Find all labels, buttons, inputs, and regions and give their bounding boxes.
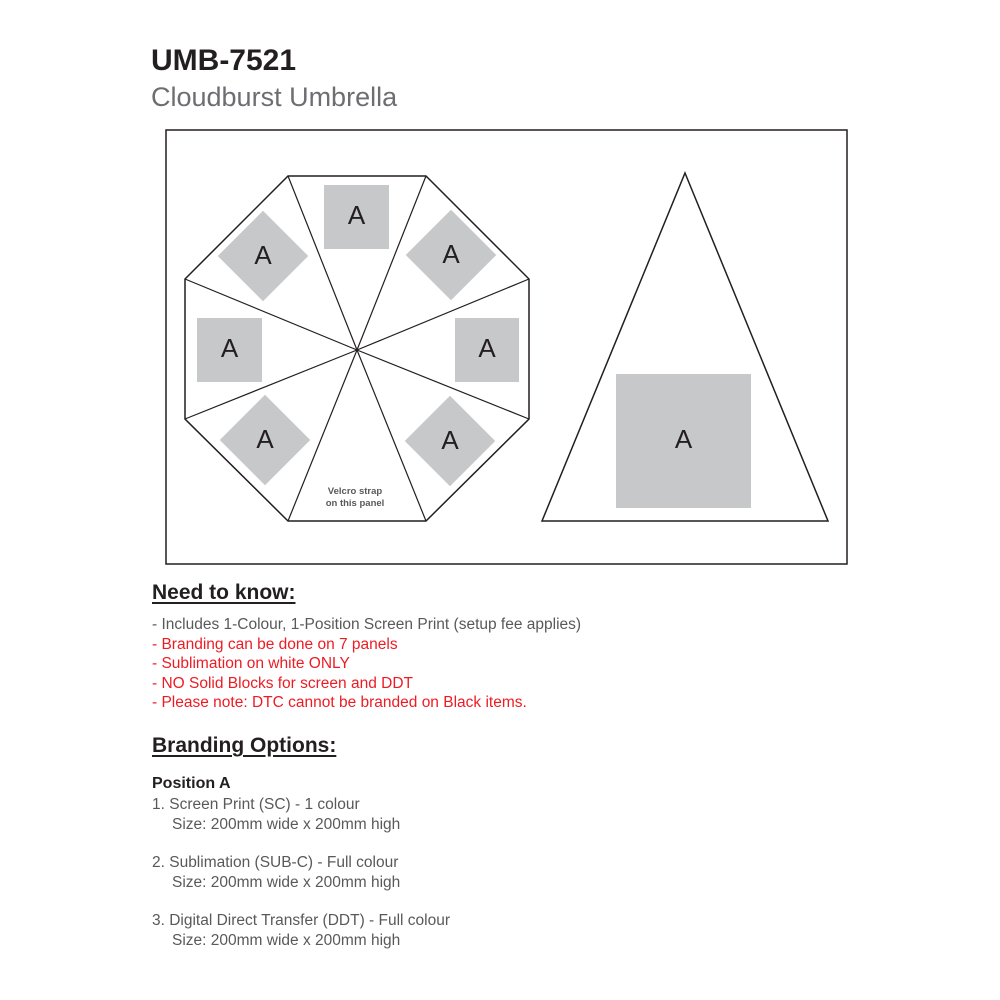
branding-options-title: Branding Options: <box>152 734 337 757</box>
option-method: 1. Screen Print (SC) - 1 colour <box>152 796 360 813</box>
print-area-right <box>455 318 519 382</box>
print-area-panel <box>616 374 751 508</box>
option-method: 3. Digital Direct Transfer (DDT) - Full colour <box>152 912 451 929</box>
branding-option <box>152 911 450 950</box>
position-label: Position A <box>152 775 231 792</box>
svg-text:A: A <box>347 199 366 230</box>
note-item: - Branding can be done on 7 panels <box>152 635 398 653</box>
option-size: Size: 200mm wide x 200mm high <box>172 873 401 891</box>
umbrella-top-view <box>185 176 529 521</box>
branding-option <box>152 795 400 834</box>
need-to-know-title: Need to know: <box>152 581 296 604</box>
note-item: - Please note: DTC cannot be branded on Black items. <box>152 694 527 711</box>
svg-text:A: A <box>256 423 274 454</box>
branding-diagram <box>165 129 848 565</box>
note-item: - Includes 1-Colour, 1-Position Screen Print (setup fee applies) <box>152 616 582 633</box>
svg-text:A: A <box>478 332 496 363</box>
print-area-left <box>197 318 262 382</box>
print-area-top <box>324 185 389 249</box>
option-size: Size: 200mm wide x 200mm high <box>172 815 401 833</box>
need-to-know-list <box>152 615 581 713</box>
note-item: - NO Solid Blocks for screen and DDT <box>152 674 414 692</box>
velcro-note-line2: on this panel <box>325 498 385 509</box>
velcro-note-line1: Velcro strap <box>327 486 383 497</box>
svg-text:A: A <box>674 423 693 454</box>
svg-text:A: A <box>220 332 239 363</box>
svg-text:A: A <box>442 238 460 269</box>
branding-option <box>152 853 400 892</box>
product-code: UMB-7521 <box>151 44 297 77</box>
product-name: Cloudburst Umbrella <box>151 82 398 112</box>
svg-text:A: A <box>441 424 459 455</box>
option-method: 2. Sublimation (SUB-C) - Full colour <box>152 854 399 871</box>
svg-text:A: A <box>254 239 272 270</box>
option-size: Size: 200mm wide x 200mm high <box>172 931 401 949</box>
note-item: - Sublimation on white ONLY <box>152 655 350 672</box>
